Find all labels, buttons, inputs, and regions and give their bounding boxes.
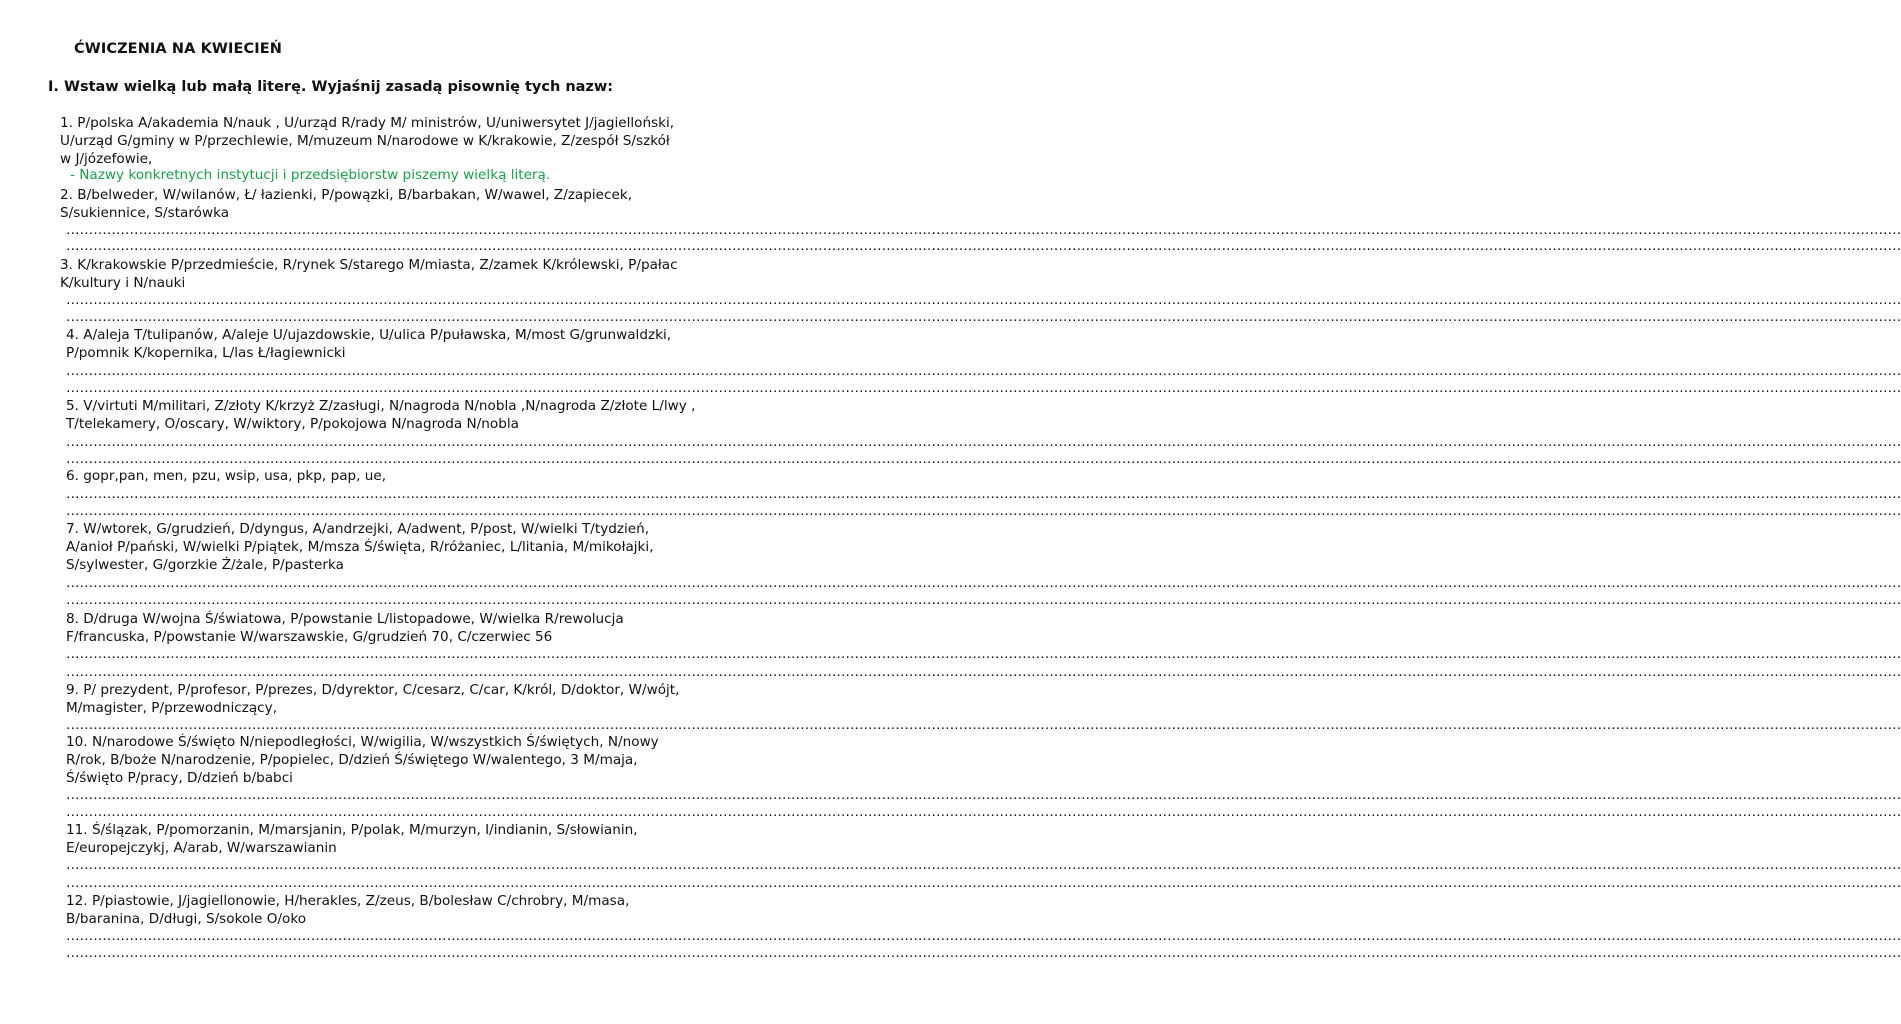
- exercise-line: F/francuska, P/powstanie W/warszawskie, G/grudzień 70, C/czerwiec 56: [66, 629, 553, 645]
- answer-line: ………………………………………………………………………………………………………………………………………………………………………………………………………………………………………………………………………………………………………………………………………………………………………: [66, 222, 1901, 238]
- exercise-3: [60, 256, 678, 292]
- exercise-1: [60, 114, 674, 168]
- exercise-line: A/anioł P/pański, W/wielki P/piątek, M/msza Ś/święta, R/różaniec, L/litania, M/mikołajki,: [66, 539, 654, 555]
- exercise-7: [66, 520, 654, 574]
- exercise-4: [66, 326, 671, 362]
- answer-line: ………………………………………………………………………………………………………………………………………………………………………………………………………………………………………………………………………………………………………………………………………………………………………: [66, 575, 1901, 591]
- exercise-line: B/baranina, D/długi, S/sokole O/oko: [66, 911, 307, 927]
- answer-line: ………………………………………………………………………………………………………………………………………………………………………………………………………………………………………………………………………………………………………………………………………………………………………: [66, 664, 1901, 680]
- exercise-line: S/sukiennice, S/starówka: [60, 205, 230, 221]
- answer-line: ………………………………………………………………………………………………………………………………………………………………………………………………………………………………………………………………………………………………………………………………………………………………………: [66, 945, 1901, 961]
- answer-line: ………………………………………………………………………………………………………………………………………………………………………………………………………………………………………………………………………………………………………………………………………………………………………: [66, 503, 1901, 519]
- exercise-12: [66, 892, 629, 928]
- exercise-line: w J/józefowie,: [60, 151, 153, 167]
- exercise-line: 12. P/piastowie, J/jagiellonowie, H/herakles, Z/zeus, B/bolesław C/chrobry, M/masa,: [66, 893, 630, 909]
- answer-line: ………………………………………………………………………………………………………………………………………………………………………………………………………………………………………………………………………………………………………………………………………………………………………: [66, 804, 1901, 820]
- exercise-11: [66, 821, 638, 857]
- exercise-line: Ś/święto P/pracy, D/dzień b/babci: [66, 770, 293, 786]
- exercise-6: [66, 467, 386, 485]
- exercise-9: [66, 681, 679, 717]
- answer-line: ………………………………………………………………………………………………………………………………………………………………………………………………………………………………………………………………………………………………………………………………………………………………………: [66, 238, 1901, 254]
- exercise-line: M/magister, P/przewodniczący,: [66, 700, 278, 716]
- answer-line: ………………………………………………………………………………………………………………………………………………………………………………………………………………………………………………………………………………………………………………………………………………………………………: [66, 857, 1901, 873]
- answer-line: ………………………………………………………………………………………………………………………………………………………………………………………………………………………………………………………………………………………………………………………………………………………………………: [66, 928, 1901, 944]
- exercise-line: 9. P/ prezydent, P/profesor, P/prezes, D/dyrektor, C/cesarz, C/car, K/król, D/doktor, W/wójt,: [66, 682, 680, 698]
- answer-line: ………………………………………………………………………………………………………………………………………………………………………………………………………………………………………………………………………………………………………………………………………………………………………: [66, 646, 1901, 662]
- exercise-5: [66, 397, 695, 433]
- exercise-line: U/urząd G/gminy w P/przechlewie, M/muzeum N/narodowe w K/krakowie, Z/zespół S/szkół: [60, 133, 670, 149]
- exercise-line: E/europejczykj, A/arab, W/warszawianin: [66, 840, 337, 856]
- exercise-10: [66, 733, 659, 787]
- exercise-line: 2. B/belweder, W/wilanów, Ł/ łazienki, P/powązki, B/barbakan, W/wawel, Z/zapiecek,: [60, 187, 633, 203]
- exercise-line: 10. N/narodowe Ś/święto N/niepodległości, W/wigilia, W/wszystkich Ś/świętych, N/nowy: [66, 734, 659, 750]
- answer-line: ………………………………………………………………………………………………………………………………………………………………………………………………………………………………………………………………………………………………………………………………………………………………………: [66, 380, 1901, 396]
- rule-note: - Nazwy konkretnych instytucji i przedsiębiorstw piszemy wielką literą.: [70, 167, 551, 183]
- exercise-line: 6. gopr,pan, men, pzu, wsip, usa, pkp, pap, ue,: [66, 468, 387, 484]
- exercise-8: [66, 610, 624, 646]
- answer-line: ………………………………………………………………………………………………………………………………………………………………………………………………………………………………………………………………………………………………………………………………………………………………………: [66, 592, 1901, 608]
- section-heading: I. Wstaw wielką lub małą literę. Wyjaśnij zasadą pisownię tych nazw:: [48, 79, 614, 95]
- answer-line: ………………………………………………………………………………………………………………………………………………………………………………………………………………………………………………………………………………………………………………………………………………………………………: [66, 717, 1901, 733]
- exercise-line: P/pomnik K/kopernika, L/las Ł/łagiewnicki: [66, 345, 346, 361]
- exercise-line: 1. P/polska A/akademia N/nauk , U/urząd R/rady M/ ministrów, U/uniwersytet J/jagielloński,: [60, 115, 675, 131]
- exercise-line: K/kultury i N/nauki: [60, 275, 186, 291]
- exercise-line: 3. K/krakowskie P/przedmieście, R/rynek S/starego M/miasta, Z/zamek K/królewski, P/pałac: [60, 257, 678, 273]
- answer-line: ………………………………………………………………………………………………………………………………………………………………………………………………………………………………………………………………………………………………………………………………………………………………………: [66, 363, 1901, 379]
- exercise-line: 7. W/wtorek, G/grudzień, D/dyngus, A/andrzejki, A/adwent, P/post, W/wielki T/tydzień,: [66, 521, 650, 537]
- answer-line: ………………………………………………………………………………………………………………………………………………………………………………………………………………………………………………………………………………………………………………………………………………………………………: [66, 292, 1901, 308]
- answer-line: ………………………………………………………………………………………………………………………………………………………………………………………………………………………………………………………………………………………………………………………………………………………………………: [66, 875, 1901, 891]
- exercise-2: [60, 186, 632, 222]
- exercise-line: S/sylwester, G/gorzkie Ż/żale, P/pasterka: [66, 557, 344, 573]
- exercise-line: 11. Ś/ślązak, P/pomorzanin, M/marsjanin, P/polak, M/murzyn, I/indianin, S/słowianin,: [66, 822, 638, 838]
- answer-line: ………………………………………………………………………………………………………………………………………………………………………………………………………………………………………………………………………………………………………………………………………………………………………: [66, 309, 1901, 325]
- page-title: ĆWICZENIA NA KWIECIEŃ: [74, 41, 283, 57]
- exercise-line: T/telekamery, O/oscary, W/wiktory, P/pokojowa N/nagroda N/nobla: [66, 416, 519, 432]
- exercise-line: R/rok, B/boże N/narodzenie, P/popielec, D/dzień Ś/świętego W/walentego, 3 M/maja,: [66, 752, 638, 768]
- answer-line: ………………………………………………………………………………………………………………………………………………………………………………………………………………………………………………………………………………………………………………………………………………………………………: [66, 451, 1901, 467]
- answer-line: ………………………………………………………………………………………………………………………………………………………………………………………………………………………………………………………………………………………………………………………………………………………………………: [66, 787, 1901, 803]
- exercise-line: 4. A/aleja T/tulipanów, A/aleje U/ujazdowskie, U/ulica P/puławska, M/most G/grunwaldzki,: [66, 327, 672, 343]
- answer-line: ………………………………………………………………………………………………………………………………………………………………………………………………………………………………………………………………………………………………………………………………………………………………………: [66, 434, 1901, 450]
- answer-line: ………………………………………………………………………………………………………………………………………………………………………………………………………………………………………………………………………………………………………………………………………………………………………: [66, 486, 1901, 502]
- exercise-line: 8. D/druga W/wojna Ś/światowa, P/powstanie L/listopadowe, W/wielka R/rewolucja: [66, 611, 624, 627]
- exercise-line: 5. V/virtuti M/militari, Z/złoty K/krzyż Z/zasługi, N/nagroda N/nobla ,N/nagroda Z/złote L/lwy ,: [66, 398, 696, 414]
